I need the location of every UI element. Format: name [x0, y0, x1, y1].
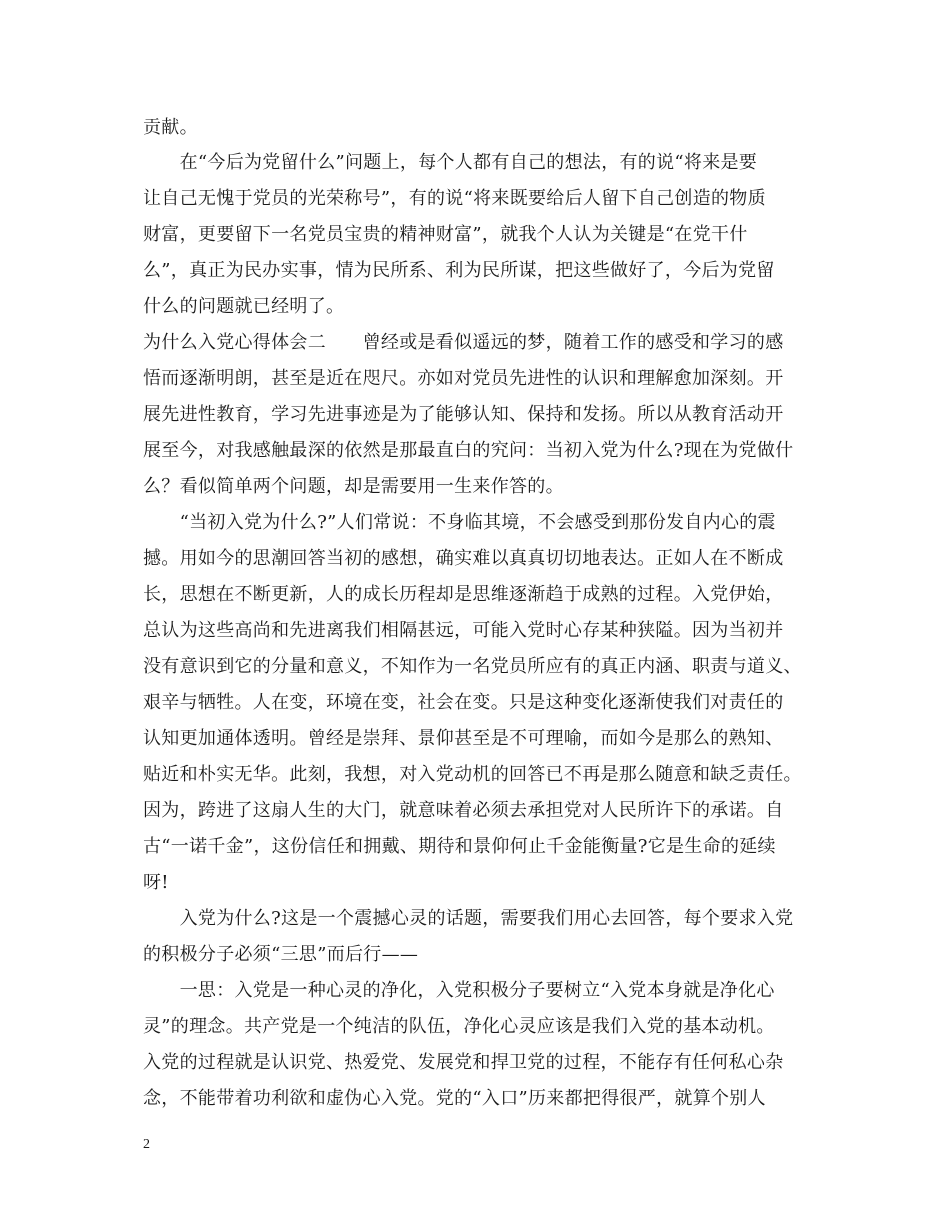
text-line: 一思：入党是一种心灵的净化，入党积极分子要树立“入党本身就是净化心 [143, 980, 775, 1001]
text-line: 灵”的理念。共产党是一个纯洁的队伍，净化心灵应该是我们入党的基本动机。 [143, 1016, 775, 1037]
text-line: 呀! [143, 872, 169, 893]
text-line: 艰辛与牺牲。人在变，环境在变，社会在变。只是这种变化逐渐使我们对责任的 [143, 692, 784, 713]
text-line: 念，不能带着功利欲和虚伪心入党。党的“入口”历来都把得很严，就算个别人 [143, 1088, 766, 1109]
text-line: 展先进性教育，学习先进事迹是为了能够认知、保持和发扬。所以从教育活动开 [143, 404, 784, 425]
text-line: 悟而逐渐明朗，甚至是近在咫尺。亦如对党员先进性的认识和理解愈加深刻。开 [143, 368, 784, 389]
text-line: 长，思想在不断更新，人的成长历程却是思维逐渐趋于成熟的过程。入党伊始， [143, 584, 784, 605]
text-line: 展至今，对我感触最深的依然是那最直白的究问：当初入党为什么?现在为党做什 [143, 440, 794, 461]
text-line: 让自己无愧于党员的光荣称号”，有的说“将来既要给后人留下自己创造的物质 [143, 188, 766, 209]
text-line: 认知更加通体透明。曾经是崇拜、景仰甚至是不可理喻，而如今是那么的熟知、 [143, 728, 784, 749]
text-line: 入党为什么?这是一个震撼心灵的话题，需要我们用心去回答，每个要求入党 [143, 908, 794, 929]
text-line: 入党的过程就是认识党、热爱党、发展党和捍卫党的过程，不能存有任何私心杂 [143, 1052, 784, 1073]
text-line: 贴近和朴实无华。此刻，我想，对入党动机的回答已不再是那么随意和缺乏责任。 [143, 764, 802, 785]
text-line: 撼。用如今的思潮回答当初的感想，确实难以真真切切地表达。正如人在不断成 [143, 548, 784, 569]
text-line: 贡献。 [143, 117, 198, 138]
text-line: “当初入党为什么?”人们常说：不身临其境，不会感受到那份发自内心的震 [143, 512, 776, 533]
text-line: 没有意识到它的分量和意义，不知作为一名党员所应有的真正内涵、职责与道义、 [143, 656, 802, 677]
section-heading-line: 为什么入党心得体会二 曾经或是看似遥远的梦，随着工作的感受和学习的感 [143, 332, 784, 353]
text-line: 总认为这些高尚和先进离我们相隔甚远，可能入党时心存某种狭隘。因为当初并 [143, 620, 784, 641]
text-line: 因为，跨进了这扇人生的大门，就意味着必须去承担党对人民所许下的承诺。自 [143, 800, 784, 821]
text-line: 么？看似简单两个问题，却是需要用一生来作答的。 [143, 476, 564, 497]
text-line: 在“今后为党留什么”问题上，每个人都有自己的想法，有的说“将来是要 [143, 152, 758, 173]
text-line: 什么的问题就已经明了。 [143, 296, 345, 317]
text-line: 财富，更要留下一名党员宝贵的精神财富”，就我个人认为关键是“在党干什 [143, 224, 748, 245]
page-number: 2 [143, 1137, 150, 1152]
text-line: 的积极分子必须“三思”而后行—— [143, 944, 419, 965]
text-line: 古“一诺千金”，这份信任和拥戴、期待和景仰何止千金能衡量?它是生命的延续 [143, 836, 776, 857]
text-line: 么”，真正为民办实事，情为民所系、利为民所谋，把这些做好了，今后为党留 [143, 260, 775, 281]
